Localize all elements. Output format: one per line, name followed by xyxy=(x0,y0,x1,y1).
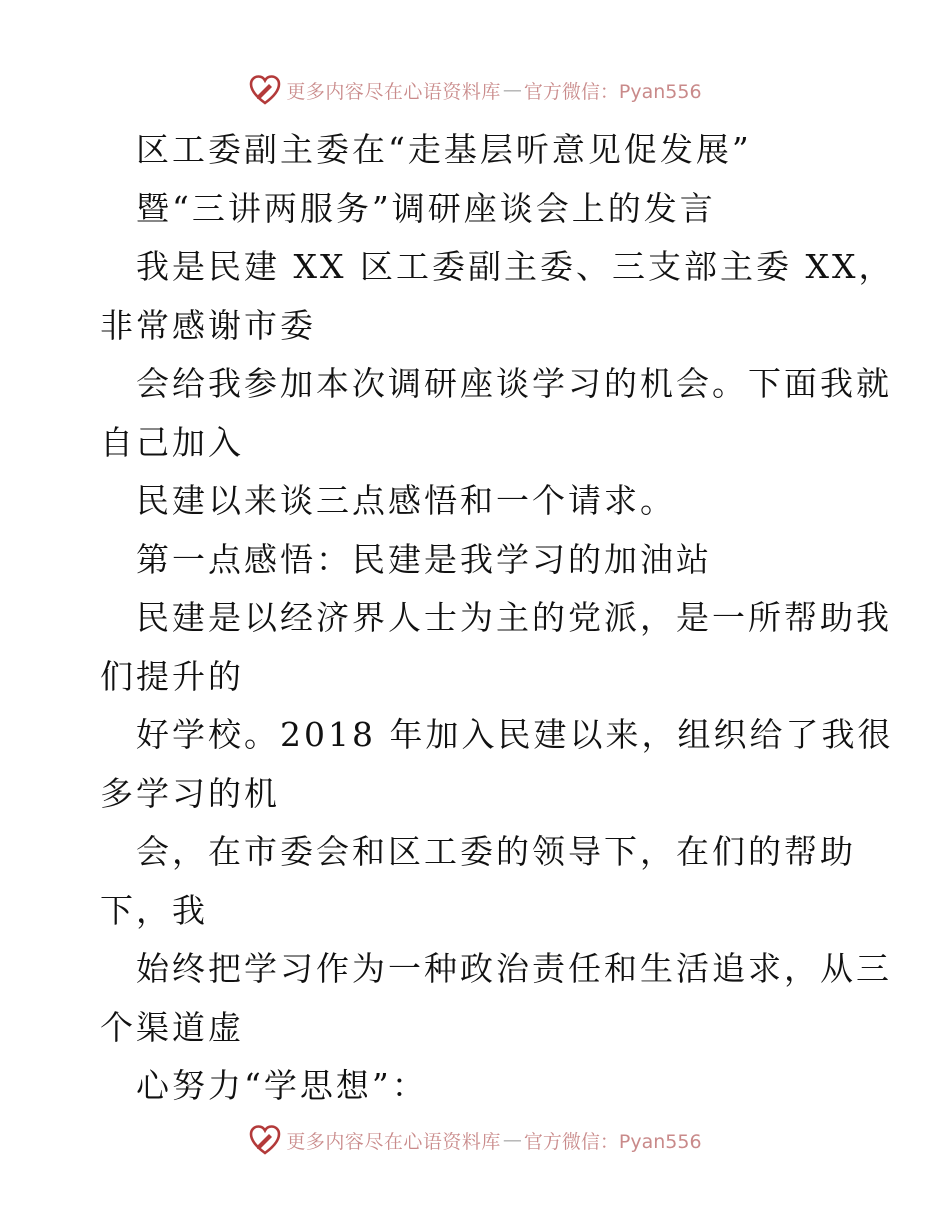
paragraph-line: 心努力“学思想”： xyxy=(136,1066,428,1105)
footer-watermark xyxy=(0,1120,950,1160)
paragraph-line: 民建是以经济界人士为主的党派，是一所帮助我 xyxy=(136,598,892,637)
paragraph-line: 们提升的 xyxy=(100,656,244,696)
paragraph-line: 好学校。2018 年加入民建以来，组织给了我很 xyxy=(136,715,894,754)
paragraph-line: 非常感谢市委 xyxy=(100,305,316,345)
watermark-contact: 官方微信：Pyan556 xyxy=(523,80,702,103)
paragraph-line: 个渠道虚 xyxy=(100,1007,244,1047)
title-line-2: 暨“三讲两服务”调研座谈会上的发言 xyxy=(136,188,716,228)
paragraph-line: 会，在市委会和区工委的领导下，在们的帮助 xyxy=(136,832,856,871)
paragraph-line: 始终把学习作为一种政治责任和生活追求，从三 xyxy=(136,949,892,988)
section-heading: 第一点感悟：民建是我学习的加油站 xyxy=(136,539,712,579)
watermark-separator: — xyxy=(502,79,522,101)
paragraph-line: 我是民建 XX 区工委副主委、三支部主委 XX， xyxy=(136,247,895,286)
watermark-brand: 更多内容尽在心语资料库 xyxy=(286,80,501,103)
paragraph-line: 会给我参加本次调研座谈学习的机会。下面我就 xyxy=(136,364,892,403)
watermark-contact: 官方微信：Pyan556 xyxy=(523,1130,702,1153)
watermark-brand: 更多内容尽在心语资料库 xyxy=(286,1130,501,1153)
paragraph-line: 自己加入 xyxy=(100,422,244,462)
paragraph-line: 下，我 xyxy=(100,890,208,930)
heart-pen-logo-icon xyxy=(248,73,282,107)
document-body xyxy=(100,121,895,1116)
paragraph-line: 民建以来谈三点感悟和一个请求。 xyxy=(136,481,676,520)
paragraph-line: 多学习的机 xyxy=(100,773,280,813)
heart-pen-logo-icon xyxy=(248,1123,282,1157)
header-watermark xyxy=(0,70,950,110)
watermark-separator: — xyxy=(502,1129,522,1151)
title-line-1: 区工委副主委在“走基层听意见促发展” xyxy=(136,130,752,169)
